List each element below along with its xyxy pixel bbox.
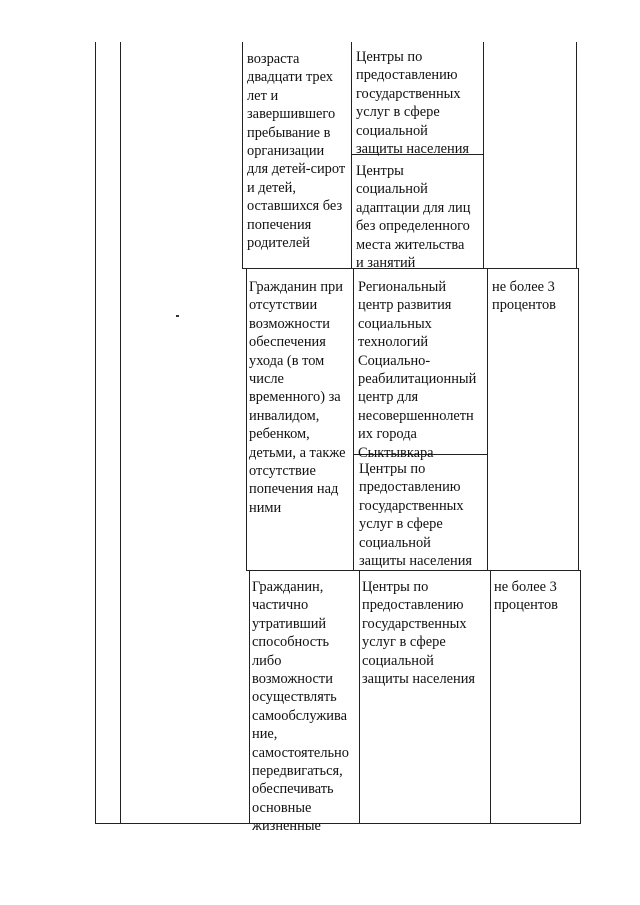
category-cell: Гражданин при отсутствии возможности обеспечения ухода (в том числе временного) за инвалидом, ребенком, детьми, а также отсутствие попечения над ними xyxy=(249,279,346,516)
provider-cell: Центры социальной адаптации для лиц без определенного места жительства и занятий xyxy=(356,163,471,272)
column-divider-category xyxy=(246,268,247,570)
provider-cell: Центры по предоставлению государственных услуг в сфере социальной защиты населения xyxy=(356,49,470,158)
column-divider-limit xyxy=(483,42,484,268)
column-divider-provider xyxy=(353,268,354,570)
category-cell: возраста двадцати трех лет и завершившего пребывание в организации для детей-сирот и детей, оставшихся без попечения родителей xyxy=(247,51,346,252)
table-border-right xyxy=(578,268,579,570)
column-divider-category xyxy=(242,42,243,268)
column-divider-limit xyxy=(490,570,491,824)
column-divider-provider xyxy=(351,42,352,268)
table-border-left-outer xyxy=(95,42,96,824)
provider-cell: Центры по предоставлению государственных услуг в сфере социальной защиты населения xyxy=(362,579,476,688)
table-border-right xyxy=(580,570,581,824)
table-border-right xyxy=(576,42,577,268)
provider-cell: Центры по предоставлению государственных услуг в сфере социальной защиты населения xyxy=(359,461,473,570)
category-cell: Гражданин, частично утративший способность либо возможности осуществлять самообслужива ние, самостоятельно передвигаться, обеспечивать основные жизненные xyxy=(252,579,349,835)
limit-cell: не более 3 процентов xyxy=(494,579,558,614)
column-divider-provider xyxy=(359,570,360,824)
table-border-left-inner xyxy=(120,42,121,824)
column-divider-category xyxy=(249,570,250,824)
provider-cell: Региональный центр развития социальных технологий Социально- реабилитационный центр для несовершеннолетн их города Сыктывкара xyxy=(358,279,477,461)
scan-speck xyxy=(176,315,179,317)
limit-cell: не более 3 процентов xyxy=(492,279,556,314)
